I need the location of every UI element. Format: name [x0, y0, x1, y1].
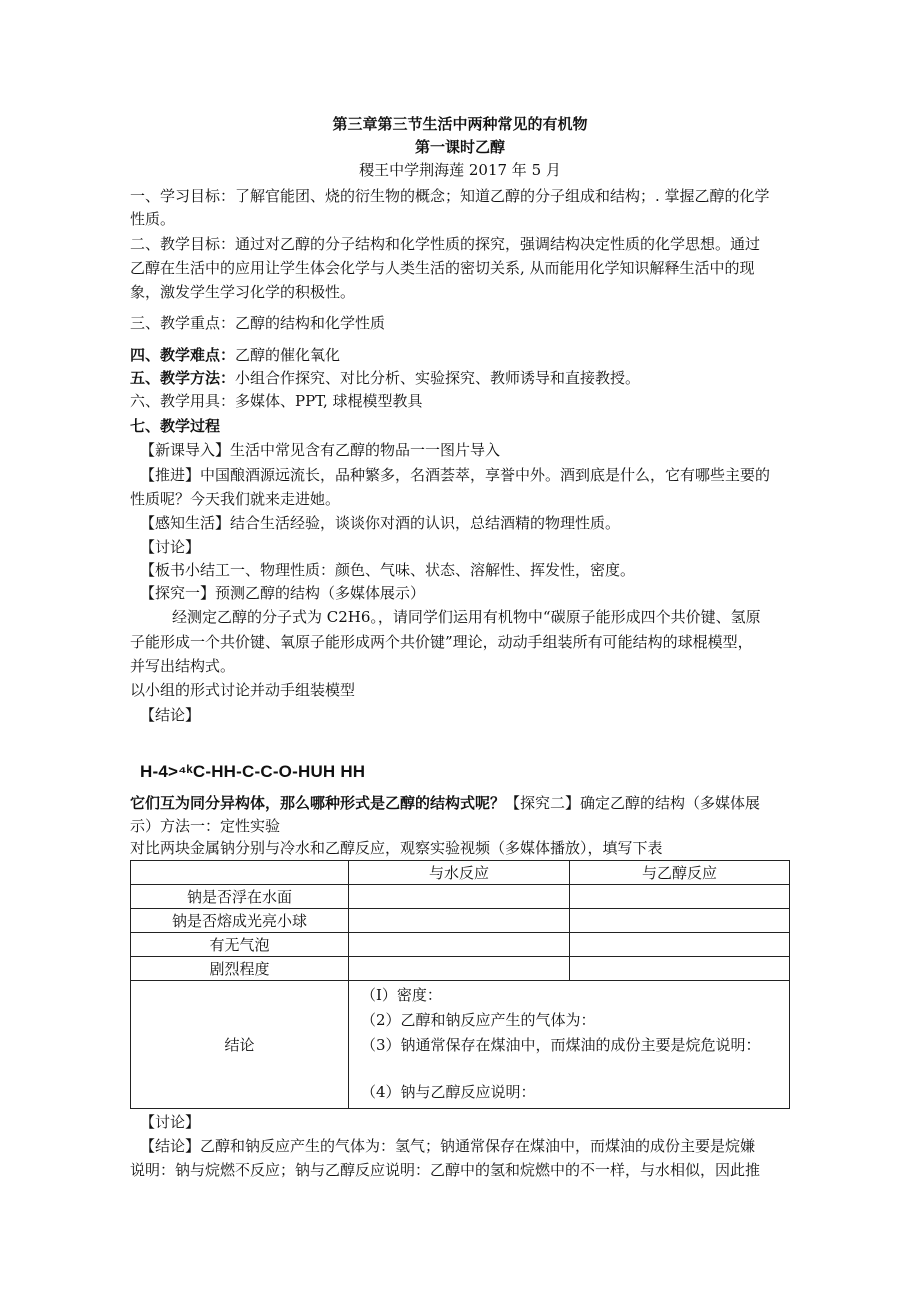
doc-subtitle: 第一课时乙醇 — [414, 138, 505, 156]
method-label: 五、教学方法： — [130, 369, 236, 387]
structural-formula: H-4>⁴ᵏC-HH-C-C-O-HUH HH — [140, 762, 366, 781]
explore1-text-a: 经测定乙醇的分子式为 C2H6。，请同学们运用有机物中“碳原子能形成四个共价键、氢原 — [172, 608, 761, 626]
explore1-text-b: 子能形成一个共价键、氧原子能形成两个共价键”理论，动动手组装所有可能结构的球棍模型， — [130, 633, 753, 651]
push-line-a: 【推进】中国酿酒源远流长，品种繁多，名酒荟萃，享誉中外。酒到底是什么，它有哪些主要的 — [140, 466, 771, 484]
row-label: 钠是否熔成光亮小球 — [131, 909, 349, 933]
isomer-line-a — [130, 793, 760, 813]
table-row — [131, 909, 790, 933]
table-row — [131, 885, 790, 909]
table-cell-empty — [570, 957, 790, 981]
method-text: 小组合作探究、对比分析、实验探究、教师诱导和直接教授。 — [235, 369, 641, 387]
conclusion-label: 结论 — [131, 981, 349, 1109]
intro-line: 【新课导入】生活中常见含有乙醇的物品一一图片导入 — [140, 441, 501, 459]
key-points-label: 三、教学 — [130, 314, 191, 332]
reaction-table — [130, 860, 790, 1109]
method-line — [130, 368, 640, 388]
goal2-line-a: 二、教学目标：通过对乙醇的分子结构和化学性质的探究，强调结构决定性质的化学思想。通过 — [130, 235, 761, 253]
table-header-row — [131, 861, 790, 885]
table-cell-empty — [349, 885, 570, 909]
table-header-cell: 与水反应 — [349, 861, 570, 885]
doc-title: 第三章第三节生活中两种常见的有机物 — [332, 115, 588, 133]
key-points-text: 重点：乙醇的结构和化学性质 — [190, 314, 386, 332]
group-line: 以小组的形式讨论并动手组装模型 — [130, 681, 356, 699]
conclusion-item: （I）密度： — [361, 986, 442, 1004]
conclusion-item: （2）乙醇和钠反应产生的气体为： — [361, 1011, 596, 1029]
author-line: 稷王中学荆海莲 2017 年 5 月 — [359, 161, 561, 179]
difficulty-line — [130, 345, 340, 365]
table-conclusion-row — [131, 981, 790, 1109]
table-header-cell: 与乙醇反应 — [570, 861, 790, 885]
goal1-line-a: 一、学习目标：了解官能团、烧的衍生物的概念；知道乙醇的分子组成和结构；. 掌握乙醇的化学 — [130, 187, 770, 205]
spacer — [361, 1060, 777, 1082]
table-cell-empty — [570, 885, 790, 909]
conclusion2-line-a: 【结论】乙醇和钠反应产生的气体为：氢气；钠通常保存在煤油中，而煤油的成份主要是烷嫌 — [140, 1137, 756, 1155]
key-points-line — [130, 313, 385, 333]
table-cell-empty — [570, 933, 790, 957]
isomer-question: 它们互为同分异构体，那么哪种形式是乙醇的结构式呢？ — [130, 794, 506, 812]
isomer-line-b: 示）方法一：定性实验 — [130, 817, 281, 835]
conclusion-line-1: 【结论】 — [140, 706, 201, 724]
explore1-text-c: 并写出结构式。 — [130, 657, 236, 675]
goal1-line-b: 性质。 — [130, 210, 176, 228]
goal2-line-b: 乙醇在生活中的应用让学生体会化学与人类生活的密切关系, 从而能用化学知识解释生活中的现 — [130, 259, 755, 277]
table-header-cell — [131, 861, 349, 885]
compare-line: 对比两块金属钠分别与冷水和乙醇反应，观察实验视频（多媒体播放），填写下表 — [130, 839, 663, 857]
difficulty-label: 四、教学难点： — [130, 346, 236, 364]
discuss-line-2: 【讨论】 — [140, 1113, 201, 1131]
conclusion-items — [349, 981, 790, 1109]
board-line: 【板书小结工一、物理性质：颜色、气味、状态、溶解性、挥发性，密度。 — [140, 561, 636, 579]
conclusion2-line-b: 说明：钠与烷燃不反应；钠与乙醇反应说明：乙醇中的氢和烷燃中的不一样，与水相似，因此推 — [130, 1161, 761, 1179]
difficulty-text: 乙醇的催化氧化 — [235, 346, 341, 364]
goal2-line-c: 象，激发学生学习化学的积极性。 — [130, 283, 356, 301]
conclusion-item: （4）钠与乙醇反应说明： — [361, 1083, 536, 1101]
explore1-line: 【探究一】预测乙醇的结构（多媒体展示） — [140, 584, 426, 602]
push-line-b: 性质呢？今天我们就来走进她。 — [130, 490, 341, 508]
row-label: 剧烈程度 — [131, 957, 349, 981]
explore2-text: 【探究二】确定乙醇的结构（多媒体展 — [505, 794, 761, 812]
row-label: 钠是否浮在水面 — [131, 885, 349, 909]
process-heading: 七、教学过程 — [130, 417, 221, 435]
table-cell-empty — [349, 909, 570, 933]
conclusion-item: （3）钠通常保存在煤油中，而煤油的成份主要是烷危说明： — [361, 1036, 761, 1054]
table-cell-empty — [349, 957, 570, 981]
table-row — [131, 933, 790, 957]
perceive-line: 【感知生活】结合生活经验，谈谈你对酒的认识，总结酒精的物理性质。 — [140, 514, 621, 532]
table-row — [131, 957, 790, 981]
discuss-line-1: 【讨论】 — [140, 538, 201, 556]
table-cell-empty — [349, 933, 570, 957]
tools-line: 六、教学用具：多媒体、PPT, 球棍模型教具 — [130, 392, 423, 410]
row-label: 有无气泡 — [131, 933, 349, 957]
table-cell-empty — [570, 909, 790, 933]
